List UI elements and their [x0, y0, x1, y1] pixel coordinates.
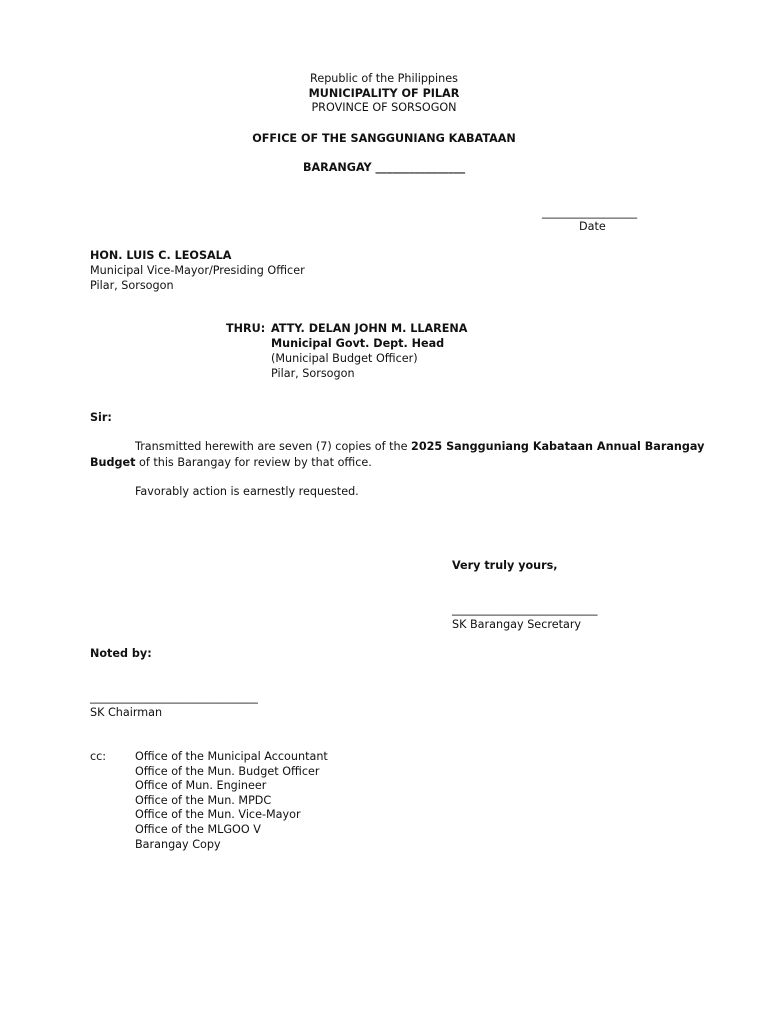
cc-item: Office of the Mun. Vice-Mayor: [135, 808, 301, 822]
salutation: Sir:: [90, 411, 112, 424]
cc-item: Office of the MLGOO V: [135, 822, 261, 836]
thru-name: ATTY. DELAN JOHN M. LLARENA: [271, 322, 468, 335]
addressee-title: Municipal Vice-Mayor/Presiding Officer: [90, 264, 305, 277]
noted-label: Noted by:: [90, 647, 152, 660]
thru-label: THRU:: [226, 322, 266, 335]
thru-place: Pilar, Sorsogon: [271, 367, 355, 380]
date-label: Date: [579, 220, 606, 233]
header-province: PROVINCE OF SORSOGON: [311, 101, 457, 115]
secretary-signature-line: __________________________: [452, 603, 598, 616]
body-paragraph-2: Favorably action is earnestly requested.: [135, 485, 359, 498]
cc-label: cc:: [90, 750, 107, 763]
cc-item: Office of the Mun. Budget Officer: [135, 764, 320, 778]
addressee-place: Pilar, Sorsogon: [90, 279, 174, 292]
office-title: OFFICE OF THE SANGGUNIANG KABATAAN: [252, 132, 516, 145]
cc-list: [135, 750, 328, 852]
secretary-signer: SK Barangay Secretary: [452, 618, 582, 631]
cc-item: Office of Mun. Engineer: [135, 779, 267, 793]
thru-office: (Municipal Budget Officer): [271, 352, 418, 365]
closing-phrase: Very truly yours,: [452, 559, 558, 572]
addressee-name: HON. LUIS C. LEOSALA: [90, 249, 232, 262]
chairman-signature-line: ______________________________: [90, 691, 258, 704]
cc-item: Barangay Copy: [135, 837, 221, 851]
body-paragraph-1-line-1: [135, 440, 704, 455]
header-block: [0, 72, 768, 116]
date-line: _________________: [542, 206, 638, 219]
header-republic: Republic of the Philippines: [310, 72, 458, 85]
thru-title: Municipal Govt. Dept. Head: [271, 337, 445, 350]
body-p1-start: Transmitted herewith are seven (7) copies of the: [135, 440, 412, 453]
body-p1-end: of this Barangay for review by that office.: [135, 456, 372, 469]
body-p1-bold-2: Budget: [90, 456, 136, 469]
cc-item: Office of the Mun. MPDC: [135, 793, 272, 807]
cc-item: Office of the Municipal Accountant: [135, 750, 328, 763]
chairman-signer: SK Chairman: [90, 706, 163, 719]
header-municipality: MUNICIPALITY OF PILAR: [308, 86, 460, 100]
body-paragraph-1-line-2: [90, 456, 372, 471]
barangay-line: BARANGAY ________________: [302, 161, 466, 174]
body-p1-bold-1: 2025 Sangguniang Kabataan Annual Barangay: [411, 440, 705, 453]
